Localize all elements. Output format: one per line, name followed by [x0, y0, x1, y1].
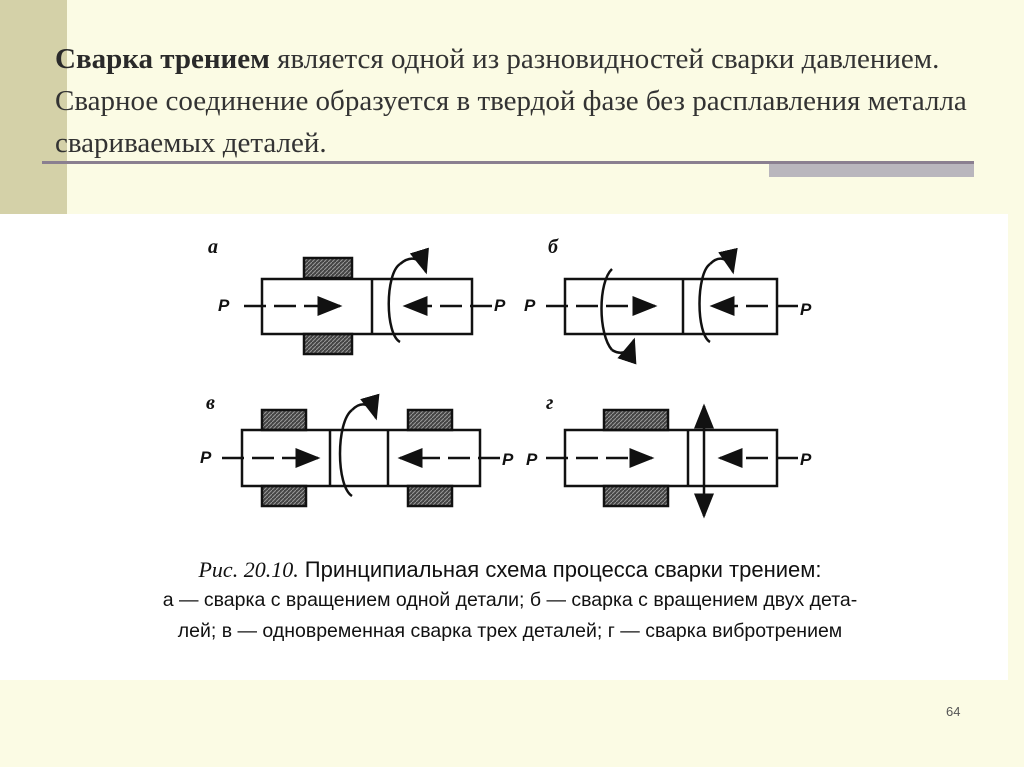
label-g: г — [546, 392, 554, 414]
force-label-g-right: P — [800, 450, 812, 469]
force-label-a-left: P — [218, 296, 230, 315]
label-v: в — [206, 392, 215, 414]
force-label-a-right: P — [494, 296, 506, 315]
diagram-b — [546, 259, 798, 353]
caption-prefix: Рис. 20.10. — [198, 557, 299, 582]
title-bold: Сварка трением — [55, 43, 270, 75]
label-a: а — [208, 236, 218, 258]
force-label-b-right: P — [800, 300, 812, 319]
caption-line-1: Принципиальная схема процесса сварки трением: — [298, 557, 822, 582]
caption-line-2: а — сварка с вращением одной детали; б — сварка с вращением двух дета- — [162, 589, 858, 611]
friction-welding-diagram — [0, 214, 1008, 554]
slide-title — [55, 38, 985, 164]
force-label-b-left: P — [524, 296, 536, 315]
figure-caption — [20, 554, 1000, 647]
title-rule-accent — [769, 164, 974, 177]
force-label-v-left: P — [200, 448, 212, 467]
label-b: б — [548, 236, 558, 258]
title-text: является одной из разновидностей сварки давлением. Сварное соединение образуется в твердой фазе без расплавления металла свариваемых деталей. — [55, 43, 967, 159]
diagram-v — [222, 404, 500, 506]
force-label-v-right: P — [502, 450, 514, 469]
page-number: 64 — [946, 704, 961, 719]
force-label-g-left: P — [526, 450, 538, 469]
diagram-g — [546, 406, 798, 516]
diagram-a — [244, 258, 492, 354]
figure-panel — [0, 214, 1008, 680]
caption-line-3: лей; в — одновременная сварка трех деталей; г — сварка вибротрением — [177, 620, 843, 642]
